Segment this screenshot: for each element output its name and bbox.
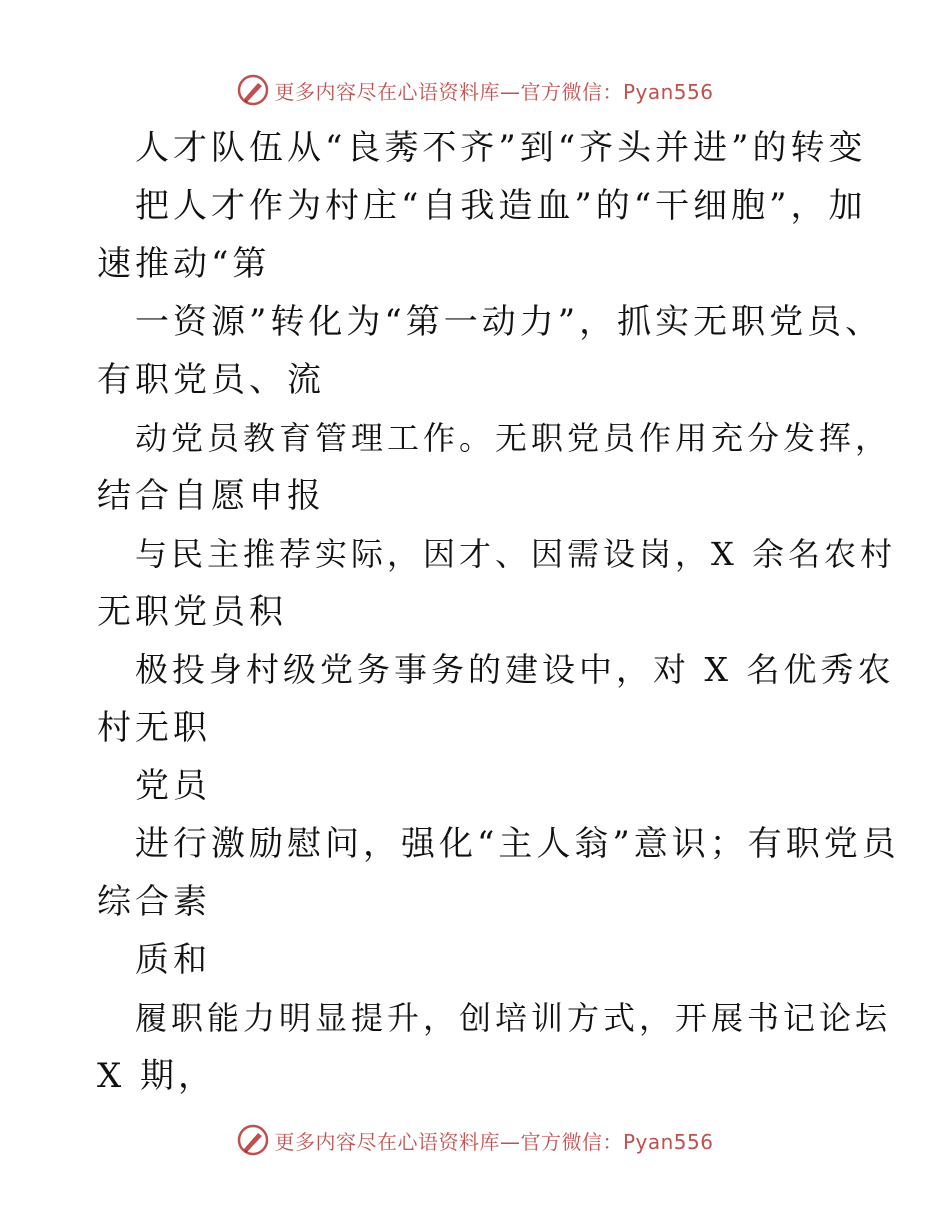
text-line: 党员 xyxy=(135,766,211,806)
text-line: 履职能力明显提升，创培训方式，开展书记论坛 xyxy=(135,999,892,1037)
text-line: 把人才作为村庄“自我造血”的“干细胞”，加 xyxy=(135,186,867,226)
text-line: 村无职 xyxy=(97,708,211,748)
text-line: 质和 xyxy=(135,940,211,980)
text-line: 进行激励慰问，强化“主人翁”意识；有职党员 xyxy=(135,824,900,864)
text-line: 综合素 xyxy=(97,882,211,922)
text-line: 有职党员、流 xyxy=(97,360,325,400)
text-line: 结合自愿申报 xyxy=(97,476,325,516)
watermark-text: 更多内容尽在心语资料库—官方微信：Pyan556 xyxy=(274,79,714,104)
text-line: 极投身村级党务事务的建设中，对 X 名优秀农 xyxy=(135,650,895,689)
watermark-footer xyxy=(0,1120,950,1160)
text-line: 动党员教育管理工作。无职党员作用充分发挥， xyxy=(135,419,892,457)
pen-logo-icon xyxy=(236,1123,270,1157)
text-line: 无职党员积 xyxy=(97,592,287,632)
text-line: 人才队伍从“良莠不齐”到“齐头并进”的转变 xyxy=(135,128,867,168)
text-line: 一资源”转化为“第一动力”，抓实无职党员、 xyxy=(135,302,884,342)
text-line: X 期， xyxy=(97,1056,217,1096)
text-line: 速推动“第 xyxy=(97,244,271,284)
text-line: 与民主推荐实际，因才、因需设岗，X 余名农村 xyxy=(135,535,896,573)
watermark-text: 更多内容尽在心语资料库—官方微信：Pyan556 xyxy=(274,1129,714,1154)
